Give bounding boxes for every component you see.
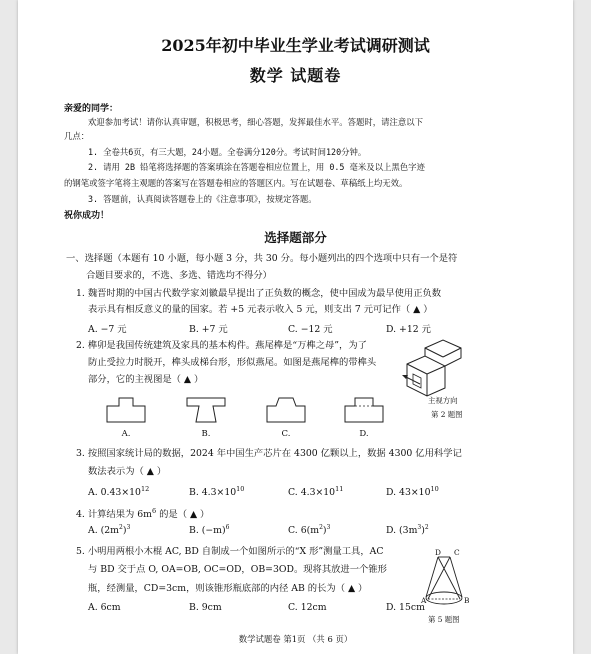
q5-option-c: C. 12cm bbox=[288, 602, 327, 613]
q1-line-1: 1. 魏晋时期的中国古代数学家刘徽最早提出了正负数的概念，使中国成为最早使用正负数 bbox=[76, 288, 442, 299]
q5-point-b: B bbox=[464, 596, 470, 605]
q3-line-2: 数法表示为（ ▲ ） bbox=[88, 466, 167, 477]
q5-line-1: 5. 小明用两根小木棍 AC, BD 自制成一个如图所示的“X 形”测量工具，AC bbox=[76, 546, 384, 557]
q5-option-b: B. 9cm bbox=[189, 602, 222, 613]
part-heading-line-2: 合题目要求的，不选、多选、错选均不得分） bbox=[86, 270, 272, 281]
q3-line-1: 3. 按照国家统计局的数据，2024 年中国生产芯片在 4300 亿颗以上，数据 4300 亿用科学记 bbox=[76, 448, 462, 459]
q5-line-2: 与 BD 交于点 O, OA=OB, OC=OD，OB=3OD。现将其放进一个锥形 bbox=[88, 564, 387, 575]
q2-option-c-label: C. bbox=[281, 429, 291, 439]
q1-option-c: C. −12 元 bbox=[288, 324, 333, 335]
intro-line-6: 3. 答题前，认真阅读答题卷上的《注意事项》，按规定答题。 bbox=[88, 194, 317, 204]
q5-point-c: C bbox=[454, 548, 460, 557]
q5-option-d: D. 15cm bbox=[386, 602, 425, 613]
q2-option-a-shape bbox=[106, 396, 146, 424]
q2-option-d-shape bbox=[344, 396, 384, 424]
intro-line-1: 欢迎参加考试！请你认真审题，积极思考，细心答题，发挥最佳水平。答题时，请注意以下 bbox=[88, 117, 423, 127]
q2-option-d-label: D. bbox=[359, 429, 369, 439]
q5-point-d: D bbox=[435, 548, 441, 557]
exam-page bbox=[18, 0, 573, 654]
q2-view-direction-label: 主视方向 bbox=[428, 396, 458, 405]
page-subtitle: 数学 试题卷 bbox=[249, 66, 342, 85]
q2-option-b-label: B. bbox=[201, 429, 211, 439]
q5-option-a: A. 6cm bbox=[88, 602, 121, 613]
greeting: 亲爱的同学： bbox=[64, 104, 119, 114]
q1-line-2: 表示具有相反意义的量的国家。若 +5 元表示收入 5 元，则支出 7 元可记作（ ▲ ） bbox=[88, 304, 433, 315]
intro-line-5: 的钢笔或签字笔将主观题的答案写在答题卷相应的答题区内。写在试题卷、草稿纸上均无效。 bbox=[64, 178, 408, 188]
page-title: 2025年初中毕业生学业考试调研测试 bbox=[161, 36, 430, 55]
q3-option-a: A. $0.43\times 10^{12}$ bbox=[88, 485, 150, 499]
closing-wish: 祝你成功！ bbox=[64, 211, 110, 221]
q2-option-a-label: A. bbox=[121, 429, 131, 439]
q4-option-d: D. $(3m^3)^2$ bbox=[386, 524, 429, 537]
q4-option-a: A. $(2m^2)^3$ bbox=[88, 524, 131, 537]
part-heading-line-1: 一、选择题（本题有 10 小题，每小题 3 分，共 30 分。每小题列出的四个选项中只有一个是符 bbox=[66, 253, 458, 264]
intro-line-4: 2. 请用 2B 铅笔将选择题的答案填涂在答题卷相应位置上，用 0.5 毫米及以上黑色字迹 bbox=[88, 162, 425, 172]
q3-option-b: B. $4.3\times 10^{10}$ bbox=[189, 485, 245, 499]
q1-option-a: A. −7 元 bbox=[88, 324, 127, 335]
q4-line-1: 4. 计算结果为 $6m^6$ 的是（ ▲ ） bbox=[76, 507, 210, 521]
q2-option-b-shape bbox=[186, 396, 226, 424]
q2-line-1: 2. 榫卯是我国传统建筑及家具的基本构件。燕尾榫是“万榫之母”，为了 bbox=[76, 340, 367, 351]
q4-option-c: C. $6(m^2)^3$ bbox=[288, 524, 331, 537]
q3-option-c: C. $4.3\times 10^{11}$ bbox=[288, 485, 344, 499]
q4-option-b: B. $(-m)^6$ bbox=[189, 524, 230, 537]
q2-view-direction-arrow bbox=[400, 372, 422, 386]
q2-option-c-shape bbox=[266, 396, 306, 424]
q1-option-d: D. +12 元 bbox=[386, 324, 431, 335]
q2-dovetail-figure bbox=[403, 340, 473, 398]
q2-figure-caption: 第 2 题图 bbox=[431, 410, 463, 419]
page-footer: 数学试题卷 第1页 （共 6 页） bbox=[238, 634, 353, 644]
section-title: 选择题部分 bbox=[264, 230, 327, 245]
q5-flask-figure bbox=[420, 553, 470, 611]
q5-figure-caption: 第 5 题图 bbox=[428, 615, 460, 624]
q5-line-3: 瓶，经测量，CD=3cm，则该锥形瓶底部的内径 AB 的长为（ ▲ ） bbox=[88, 583, 368, 594]
q3-option-d: D. $43\times 10^{10}$ bbox=[386, 485, 439, 499]
intro-line-3: 1. 全卷共6页，有三大题，24小题。全卷满分120分。考试时间120分钟。 bbox=[88, 147, 367, 157]
q2-line-3: 部分，它的主视图是（ ▲ ） bbox=[88, 374, 204, 385]
q5-point-a: A bbox=[421, 596, 427, 605]
q1-option-b: B. +7 元 bbox=[189, 324, 228, 335]
intro-line-2: 几点： bbox=[64, 131, 90, 141]
q2-line-2: 防止受拉力时脱开，榫头成梯台形，形似燕尾。如图是燕尾榫的带榫头 bbox=[88, 357, 377, 368]
